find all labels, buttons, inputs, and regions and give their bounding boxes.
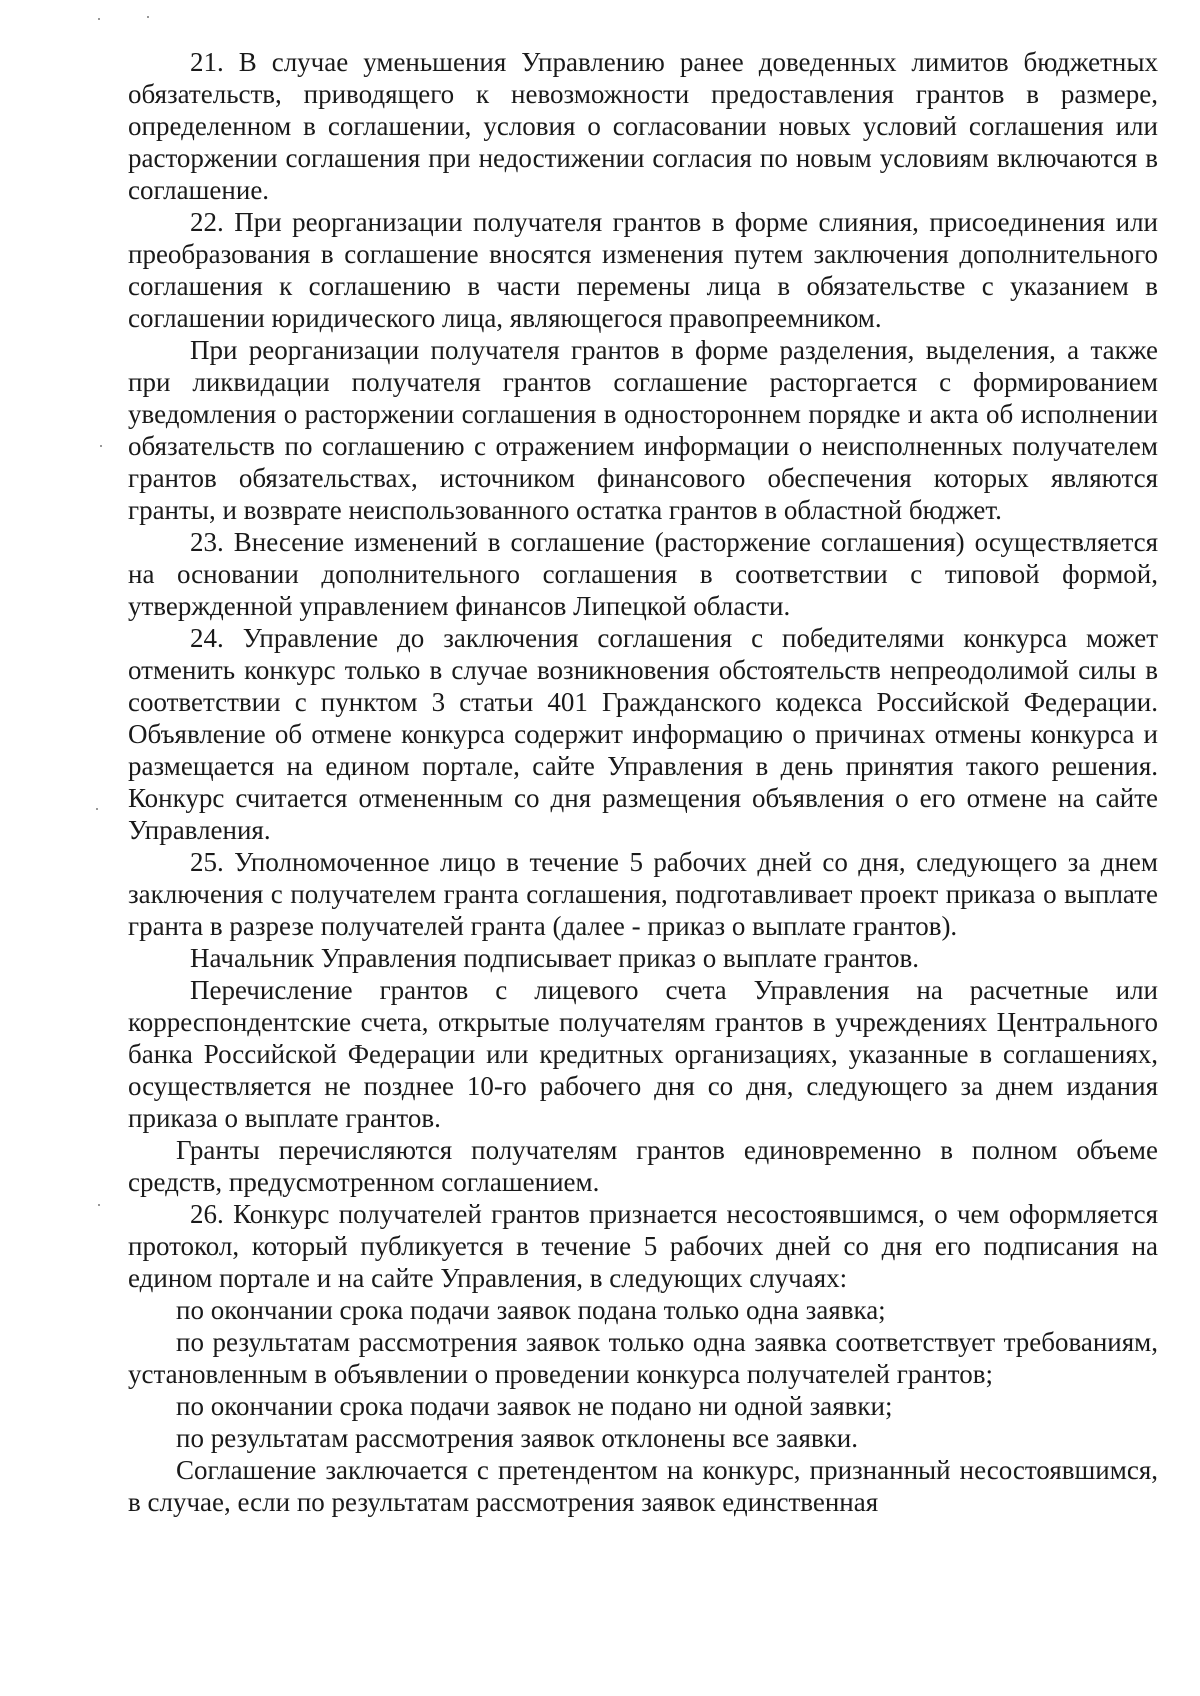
- paragraph-21: 21. В случае уменьшения Управлению ранее доведенных лимитов бюджетных обязательств, приводящего к невозможности предоставления грантов в размере, определенном в соглашении, условия о согласовании новых условий соглашения или расторжении соглашения при недостижении согласия по новым условиям включаются в соглашение.: [128, 47, 1158, 205]
- paragraph-25-transfer: Перечисление грантов с лицевого счета Управления на расчетные или корреспондентские счета, открытые получателям грантов в учреждениях Центрального банка Российской Федерации или кредитных организациях, указанные в соглашениях, осуществляется не позднее 10-го рабочего дня со дня, следующего за днем издания приказа о выплате грантов.: [128, 975, 1158, 1133]
- list-item-case-1: по окончании срока подачи заявок подана только одна заявка;: [176, 1295, 886, 1325]
- scan-speck: [98, 18, 100, 20]
- paragraph-25-lump-sum: Гранты перечисляются получателям грантов единовременно в полном объеме средств, предусмотренном соглашением.: [128, 1135, 1158, 1197]
- paragraph-25: 25. Уполномоченное лицо в течение 5 рабочих дней со дня, следующего за днем заключения с получателем гранта соглашения, подготавливает проект приказа о выплате гранта в разрезе получателей гранта (далее - приказ о выплате грантов).: [128, 847, 1158, 941]
- scan-speck: [96, 808, 98, 810]
- list-item-case-4: по результатам рассмотрения заявок отклонены все заявки.: [176, 1423, 858, 1453]
- paragraph-25-order: Начальник Управления подписывает приказ о выплате грантов.: [190, 943, 920, 973]
- scan-speck: [147, 16, 149, 18]
- paragraph-26-agreement: Соглашение заключается с претендентом на конкурс, признанный несостоявшимся, в случае, если по результатам рассмотрения заявок единственная: [128, 1455, 1158, 1517]
- paragraph-22: 22. При реорганизации получателя грантов в форме слияния, присоединения или преобразования в соглашение вносятся изменения путем заключения дополнительного соглашения к соглашению в части перемены лица в обязательстве с указанием в соглашении юридического лица, являющегося правопреемником.: [128, 207, 1158, 333]
- paragraph-23: 23. Внесение изменений в соглашение (расторжение соглашения) осуществляется на основании дополнительного соглашения в соответствии с типовой формой, утвержденной управлением финансов Липецкой области.: [128, 527, 1158, 621]
- paragraph-22-reorganization: При реорганизации получателя грантов в форме разделения, выделения, а также при ликвидации получателя грантов соглашение расторгается с формированием уведомления о расторжении соглашения в одностороннем порядке и акта об исполнении обязательств по соглашению с отражением информации о неисполненных получателем грантов обязательствах, источником финансового обеспечения которых являются гранты, и возврате неиспользованного остатка грантов в областной бюджет.: [128, 335, 1158, 525]
- list-item-case-2: по результатам рассмотрения заявок только одна заявка соответствует требованиям, установленным в объявлении о проведении конкурса получателей грантов;: [128, 1327, 1158, 1389]
- scan-speck: [98, 1204, 100, 1206]
- paragraph-26: 26. Конкурс получателей грантов признается несостоявшимся, о чем оформляется протокол, который публикуется в течение 5 рабочих дней со дня его подписания на едином портале и на сайте Управления, в следующих случаях:: [128, 1199, 1158, 1293]
- list-item-case-3: по окончании срока подачи заявок не подано ни одной заявки;: [176, 1391, 893, 1421]
- scan-speck: [100, 445, 102, 447]
- paragraph-24: 24. Управление до заключения соглашения с победителями конкурса может отменить конкурс только в случае возникновения обстоятельств непреодолимой силы в соответствии с пунктом 3 статьи 401 Гражданского кодекса Российской Федерации. Объявление об отмене конкурса содержит информацию о причинах отмены конкурса и размещается на едином портале, сайте Управления в день принятия такого решения. Конкурс считается отмененным со дня размещения объявления о его отмене на сайте Управления.: [128, 623, 1158, 845]
- document-body: [128, 46, 1158, 1518]
